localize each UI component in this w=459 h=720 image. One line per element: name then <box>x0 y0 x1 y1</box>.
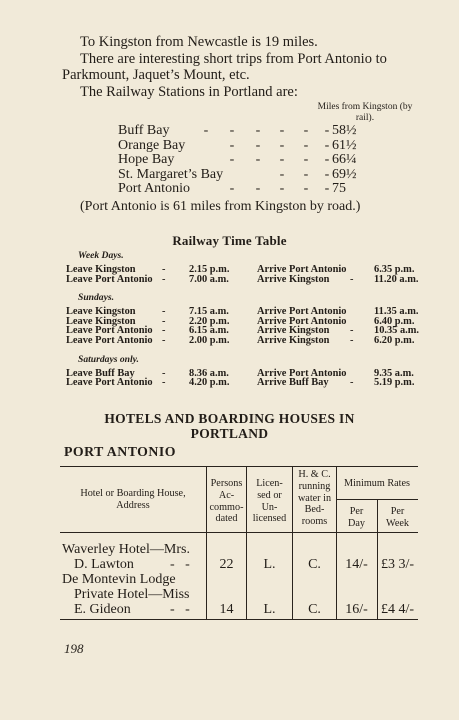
intro-line-1: To Kingston from Newcastle is 19 miles. <box>80 34 318 50</box>
depart-time: 6.15 a.m. <box>189 325 229 337</box>
intro-text <box>62 34 422 100</box>
hotels-heading-line-2: PORTLAND <box>190 426 269 441</box>
hotel-1-name-line-1: Waverley Hotel—Mrs. <box>62 542 190 557</box>
arrive-station: Arrive Port Antonio <box>257 264 347 275</box>
railway-timetable <box>66 250 426 387</box>
hotel-2-per-day: 16/- <box>345 602 368 617</box>
station-name: Hope Bay <box>118 152 175 168</box>
timetable-row <box>66 264 426 274</box>
header-licensed-line: Licen- <box>256 478 283 489</box>
leader-dash: - <box>279 123 285 138</box>
hotel-1-licensed: L. <box>263 557 276 572</box>
header-hc-line: running <box>298 480 331 492</box>
header-licensed-line: Un- <box>261 501 278 513</box>
leader-dash: - <box>350 334 354 346</box>
header-persons-line: dated <box>215 513 238 525</box>
header-minimum-rates: Minimum Rates <box>344 478 410 489</box>
header-per-day <box>336 506 377 530</box>
header-per-week <box>377 506 418 530</box>
arrive-station: Arrive Port Antonio <box>257 315 347 327</box>
arrive-time: 5.19 p.m. <box>374 377 415 389</box>
hotel-1-per-day: 14/- <box>345 557 368 572</box>
leader-dash: - <box>229 123 235 138</box>
town-subheading: PORT ANTONIO <box>64 444 176 459</box>
table-rule-header-bottom <box>60 532 418 533</box>
header-persons-line: Persons <box>210 478 243 489</box>
header-licensed-line: licensed <box>252 513 287 525</box>
header-persons-line: Ac- <box>218 489 235 501</box>
header-licensed <box>246 478 293 525</box>
header-persons-line: commo- <box>209 501 244 513</box>
hotels-heading-line-1: HOTELS AND BOARDING HOUSES IN <box>104 411 355 426</box>
leader-dash: - <box>255 123 261 138</box>
arrive-station: Arrive Kingston <box>257 325 330 337</box>
leader-dash: - <box>203 123 209 138</box>
station-name: Buff Bay <box>118 123 170 138</box>
station-row <box>118 168 383 183</box>
header-hotel-line-2: Address <box>116 499 150 511</box>
station-name: St. Margaret’s Bay <box>118 166 224 182</box>
hotel-1-dashes: - - <box>170 557 190 572</box>
leader-dash: - <box>255 137 261 153</box>
header-hc-line: water in <box>297 492 332 504</box>
timetable-row <box>66 325 426 335</box>
station-list <box>118 124 383 197</box>
timetable-row <box>66 377 426 387</box>
header-licensed-line: sed or <box>257 489 282 501</box>
header-per-week-line: Week <box>386 517 409 529</box>
leader-dash: - <box>324 137 330 153</box>
arrive-time: 6.40 p.m. <box>374 315 415 327</box>
arrive-station: Arrive Kingston <box>257 334 330 346</box>
header-persons <box>206 478 247 525</box>
station-miles: 61½ <box>332 137 357 153</box>
arrive-station: Arrive Port Antonio <box>257 306 347 318</box>
depart-station: Leave Kingston <box>66 306 136 318</box>
timetable-title: Railway Time Table <box>172 233 287 248</box>
hotel-2-name-line-1: De Montevin Lodge <box>62 572 176 587</box>
leader-dash: - <box>162 264 166 275</box>
hotels-heading <box>0 411 459 441</box>
depart-time: 7.00 a.m. <box>189 273 229 285</box>
depart-station: Leave Port Antonio <box>66 334 153 346</box>
hotel-2-licensed: L. <box>263 602 276 617</box>
depart-time: 2.15 p.m. <box>189 264 230 275</box>
station-miles: 66¼ <box>332 152 357 168</box>
station-row <box>118 124 383 139</box>
intro-line-2: There are interesting short trips from Port Antonio to Parkmount, Jaquet’s Mount, etc. <box>62 50 387 83</box>
leader-dash: - <box>303 152 309 168</box>
page-number: 198 <box>64 641 84 656</box>
arrive-time: 11.35 a.m. <box>374 306 419 318</box>
depart-station: Leave Port Antonio <box>66 377 153 389</box>
header-hot-cold-water <box>292 469 337 528</box>
table-rule-bottom <box>60 619 418 620</box>
leader-dash: - <box>324 166 330 182</box>
leader-dash: - <box>279 166 285 182</box>
station-row <box>118 153 383 168</box>
station-row <box>118 182 383 197</box>
leader-dash: - <box>350 273 354 285</box>
timetable-row <box>66 368 426 378</box>
hotel-2-persons: 14 <box>219 602 234 617</box>
leader-dash: - <box>229 181 235 197</box>
timetable-section-label: Saturdays only. <box>78 353 139 365</box>
leader-dash: - <box>303 137 309 153</box>
leader-dash: - <box>162 367 166 379</box>
header-hotel <box>60 488 206 512</box>
station-miles: 58½ <box>332 123 357 138</box>
hotels-table <box>60 466 418 620</box>
timetable-row <box>66 306 426 316</box>
header-per-day-line: Day <box>348 517 365 529</box>
leader-dash: - <box>162 377 166 389</box>
leader-dash: - <box>162 334 166 346</box>
depart-station: Leave Kingston <box>66 264 136 275</box>
hotel-2-name-line-2: Private Hotel—Miss <box>74 587 190 602</box>
station-miles: 69½ <box>332 166 357 182</box>
leader-dash: - <box>255 152 261 168</box>
hotel-1-per-week: £3 3/- <box>380 557 415 572</box>
arrive-time: 6.20 p.m. <box>374 334 415 346</box>
header-hc-line: rooms <box>301 516 328 528</box>
leader-dash: - <box>324 181 330 197</box>
table-rule-top <box>60 466 418 467</box>
leader-dash: - <box>303 181 309 197</box>
hotel-2-dashes: - - <box>170 602 190 617</box>
hotel-2-name-line-3: E. Gideon <box>74 602 131 617</box>
arrive-station: Arrive Buff Bay <box>257 377 329 389</box>
leader-dash: - <box>324 123 330 138</box>
depart-station: Leave Kingston <box>66 315 136 327</box>
leader-dash: - <box>162 315 166 327</box>
station-name: Orange Bay <box>118 137 186 153</box>
hotel-1-hc: C. <box>308 557 321 572</box>
leader-dash: - <box>162 306 166 318</box>
station-miles: 75 <box>332 181 346 197</box>
leader-dash: - <box>279 152 285 168</box>
timetable-row <box>66 335 426 345</box>
miles-column-header: Miles from Kingston (by rail). <box>317 102 413 123</box>
timetable-row <box>66 316 426 326</box>
hotel-2-hc: C. <box>308 602 321 617</box>
timetable-section-label: Sundays. <box>78 292 114 304</box>
arrive-time: 10.35 a.m. <box>374 325 420 337</box>
station-name: Port Antonio <box>118 181 190 197</box>
leader-dash: - <box>162 273 166 285</box>
arrive-station: Arrive Kingston <box>257 273 330 285</box>
header-hc-line: H. & C. <box>298 469 331 480</box>
depart-time: 2.20 p.m. <box>189 315 230 327</box>
leader-dash: - <box>350 377 354 389</box>
hotel-1-name-line-2: D. Lawton <box>74 557 134 572</box>
intro-line-3: The Railway Stations in Portland are: <box>80 83 298 100</box>
leader-dash: - <box>229 137 235 153</box>
arrive-time: 11.20 a.m. <box>374 273 419 285</box>
arrive-time: 9.35 a.m. <box>374 367 414 379</box>
depart-time: 4.20 p.m. <box>189 377 230 389</box>
leader-dash: - <box>229 152 235 168</box>
depart-station: Leave Port Antonio <box>66 273 153 285</box>
leader-dash: - <box>255 181 261 197</box>
depart-station: Leave Port Antonio <box>66 325 153 337</box>
hotel-1-persons: 22 <box>219 557 234 572</box>
header-hotel-line-1: Hotel or Boarding House, <box>80 488 186 499</box>
depart-time: 2.00 p.m. <box>189 334 230 346</box>
leader-dash: - <box>162 325 166 337</box>
leader-dash: - <box>279 137 285 153</box>
arrive-station: Arrive Port Antonio <box>257 367 347 379</box>
hotel-2-per-week: £4 4/- <box>380 602 415 617</box>
leader-dash: - <box>279 181 285 197</box>
timetable-row <box>66 274 426 284</box>
header-per-week-line: Per <box>390 506 405 517</box>
depart-station: Leave Buff Bay <box>66 367 135 379</box>
leader-dash: - <box>303 166 309 182</box>
leader-dash: - <box>303 123 309 138</box>
depart-time: 7.15 a.m. <box>189 306 229 318</box>
arrive-time: 6.35 p.m. <box>374 264 415 275</box>
station-row <box>118 139 383 154</box>
depart-time: 8.36 a.m. <box>189 367 229 379</box>
timetable-section-label: Week Days. <box>78 250 124 261</box>
header-per-day-line: Per <box>349 506 364 517</box>
leader-dash: - <box>324 152 330 168</box>
road-distance-note: (Port Antonio is 61 miles from Kingston by road.) <box>80 199 361 214</box>
leader-dash: - <box>350 325 354 337</box>
header-hc-line: Bed- <box>304 504 325 516</box>
